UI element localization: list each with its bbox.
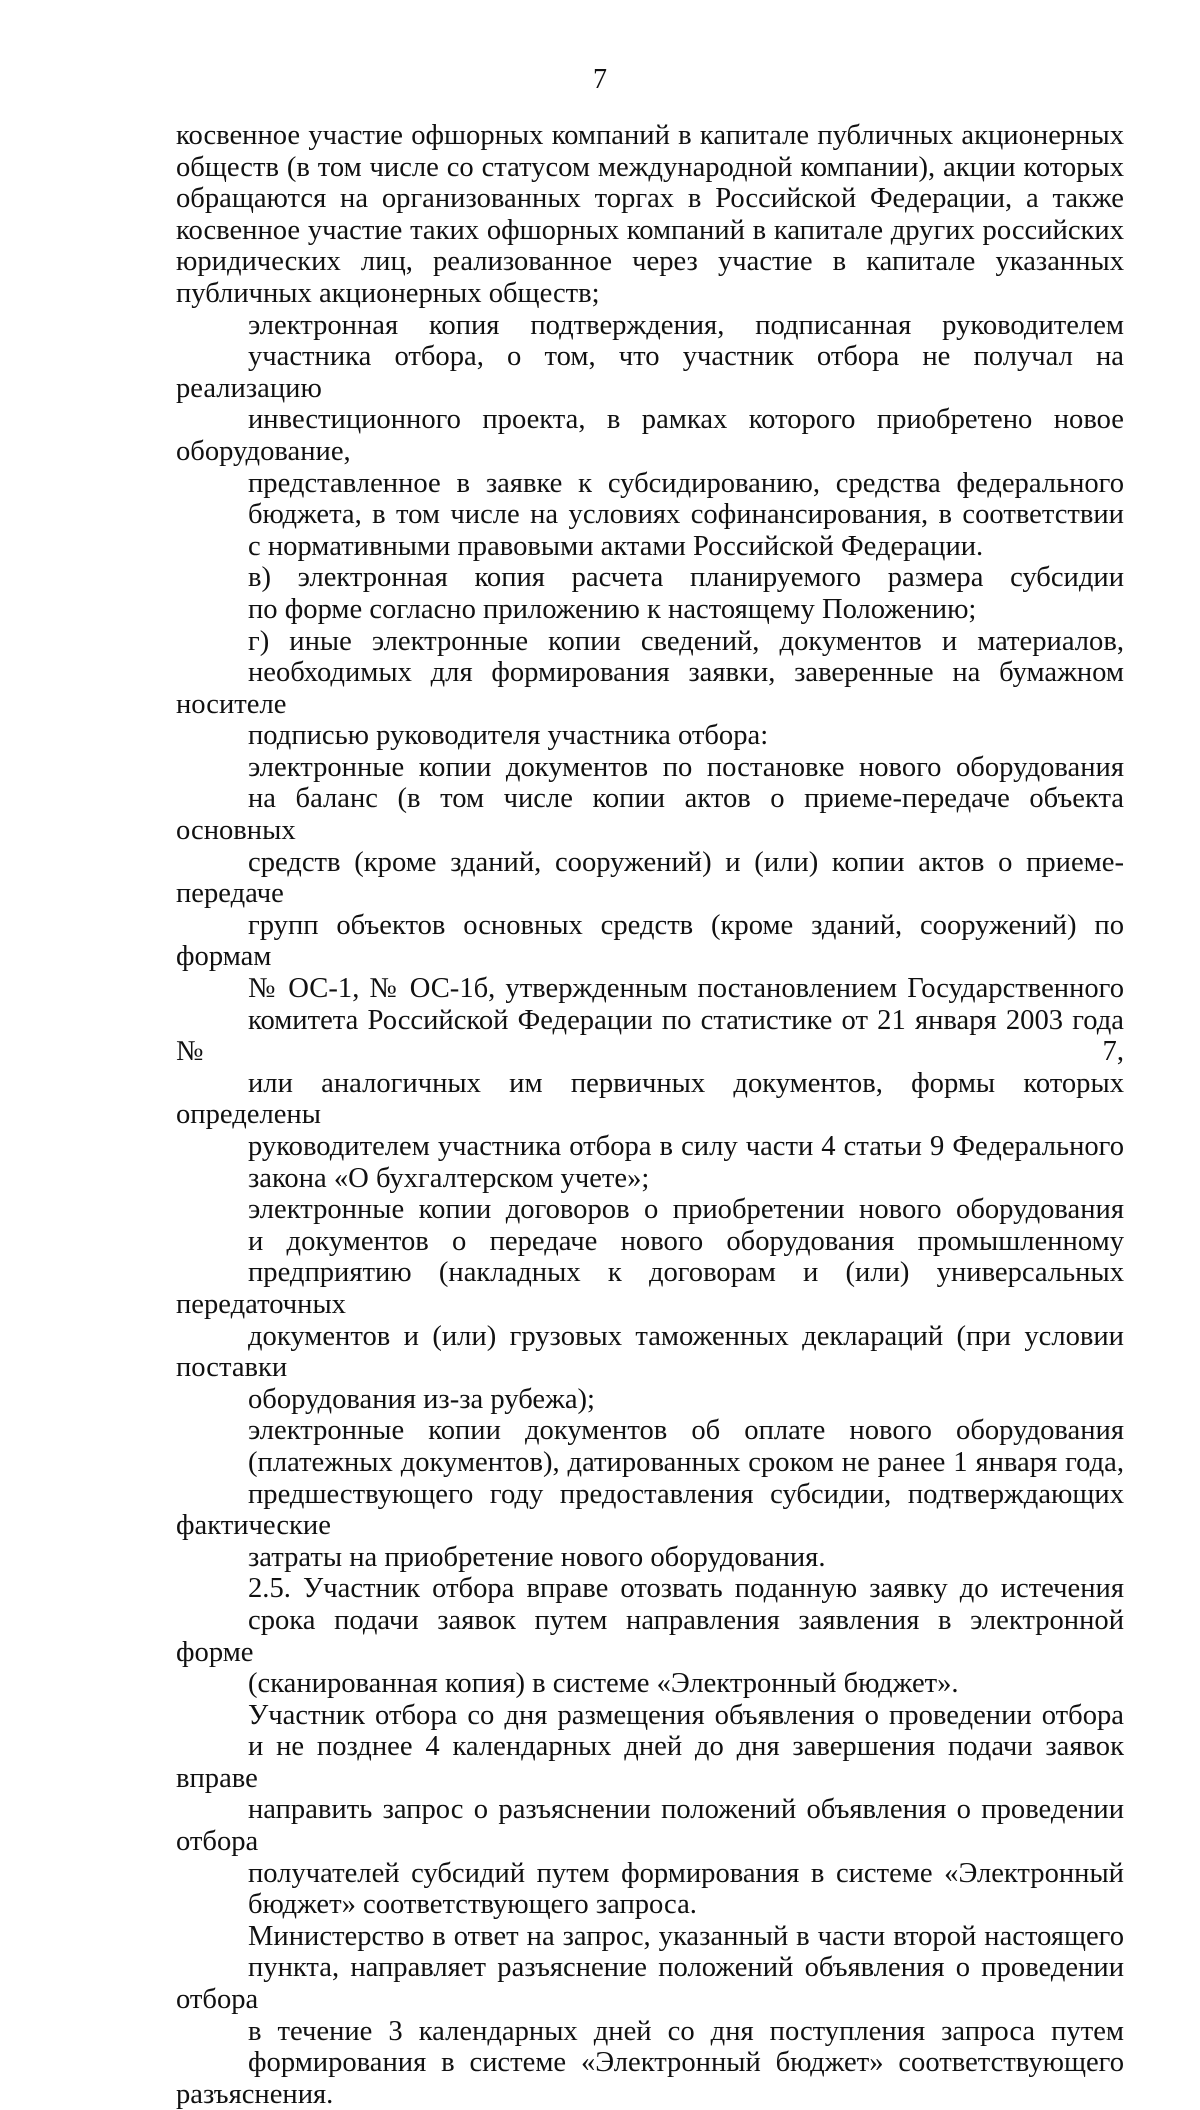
text-line: участника отбора, о том, что участник отбора не получал на реализацию bbox=[176, 341, 1124, 404]
text-line: электронная копия подтверждения, подписанная руководителем bbox=[248, 309, 1124, 341]
text-line: или аналогичных им первичных документов, формы которых определены bbox=[176, 1067, 1124, 1131]
text-line: косвенное участие таких офшорных компаний в капитале других российских bbox=[176, 214, 1124, 246]
text-line: средств (кроме зданий, сооружений) и (или) копии актов о приеме-передаче bbox=[176, 846, 1124, 910]
text-line: № ОС-1, № ОС-1б, утвержденным постановлением Государственного bbox=[248, 973, 1124, 1005]
text-line: пункта, направляет разъяснение положений объявления о проведении отбора bbox=[176, 1952, 1124, 2016]
text-line: публичных акционерных обществ; bbox=[176, 277, 600, 309]
text-line: закона «О бухгалтерском учете»; bbox=[248, 1162, 650, 1194]
text-line: комитета Российской Федерации по статистике от 21 января 2003 года № 7, bbox=[176, 1004, 1124, 1068]
paragraph bbox=[176, 626, 1124, 752]
document-body bbox=[176, 120, 1124, 2110]
text-line: формирования в системе «Электронный бюджет» соответствующего разъяснения. bbox=[176, 2047, 1124, 2110]
paragraph bbox=[176, 1700, 1124, 1921]
paragraph bbox=[176, 1194, 1124, 1415]
text-line: 2.5. Участник отбора вправе отозвать поданную заявку до истечения bbox=[248, 1573, 1124, 1605]
text-line: оборудования из-за рубежа); bbox=[248, 1383, 595, 1415]
text-line: электронные копии документов об оплате нового оборудования bbox=[248, 1415, 1124, 1447]
text-line: электронные копии договоров о приобретении нового оборудования bbox=[248, 1194, 1124, 1226]
text-line: обращаются на организованных торгах в Российской Федерации, а также bbox=[176, 183, 1124, 215]
paragraph bbox=[176, 752, 1124, 1194]
text-line: затраты на приобретение нового оборудования. bbox=[248, 1541, 826, 1573]
text-line: в течение 3 календарных дней со дня поступления запроса путем bbox=[248, 2015, 1124, 2047]
text-line: обществ (в том числе со статусом международной компании), акции которых bbox=[176, 151, 1124, 183]
text-line: инвестиционного проекта, в рамках которого приобретено новое оборудование, bbox=[176, 404, 1124, 467]
text-line: бюджет» соответствующего запроса. bbox=[248, 1889, 697, 1921]
text-line: (сканированная копия) в системе «Электронный бюджет». bbox=[248, 1668, 959, 1700]
paragraph bbox=[176, 1415, 1124, 1573]
text-line: г) иные электронные копии сведений, документов и материалов, bbox=[248, 625, 1124, 657]
text-line: и не позднее 4 календарных дней до дня завершения подачи заявок вправе bbox=[176, 1731, 1124, 1794]
text-line: получателей субсидий путем формирования в системе «Электронный bbox=[248, 1857, 1124, 1889]
paragraph bbox=[176, 310, 1124, 563]
text-line: срока подачи заявок путем направления заявления в электронной форме bbox=[176, 1604, 1124, 1668]
text-line: документов и (или) грузовых таможенных деклараций (при условии поставки bbox=[176, 1320, 1124, 1384]
text-line: по форме согласно приложению к настоящему Положению; bbox=[248, 593, 977, 625]
text-line: юридических лиц, реализованное через участие в капитале указанных bbox=[176, 246, 1124, 278]
text-line: косвенное участие офшорных компаний в капитале публичных акционерных bbox=[176, 120, 1124, 151]
paragraph bbox=[176, 120, 1124, 310]
paragraph bbox=[176, 1921, 1124, 2110]
text-line: Министерство в ответ на запрос, указанный в части второй настоящего bbox=[248, 1920, 1124, 1952]
text-line: и документов о передаче нового оборудования промышленному bbox=[248, 1225, 1124, 1257]
page-number: 7 bbox=[593, 64, 607, 95]
text-line: представленное в заявке к субсидированию, средства федерального bbox=[248, 467, 1124, 499]
text-line: предприятию (накладных к договорам и (или) универсальных передаточных bbox=[176, 1257, 1124, 1320]
text-line: предшествующего году предоставления субсидии, подтверждающих фактические bbox=[176, 1478, 1124, 1542]
text-line: в) электронная копия расчета планируемого размера субсидии bbox=[248, 562, 1124, 594]
text-line: руководителем участника отбора в силу части 4 статьи 9 Федерального bbox=[248, 1131, 1124, 1162]
text-line: направить запрос о разъяснении положений объявления о проведении отбора bbox=[176, 1794, 1124, 1858]
text-line: электронные копии документов по постановке нового оборудования bbox=[248, 751, 1124, 783]
text-line: бюджета, в том числе на условиях софинансирования, в соответствии bbox=[248, 499, 1124, 531]
text-line: Участник отбора со дня размещения объявления о проведении отбора bbox=[248, 1699, 1124, 1731]
text-line: (платежных документов), датированных сроком не ранее 1 января года, bbox=[248, 1446, 1124, 1478]
text-line: необходимых для формирования заявки, заверенные на бумажном носителе bbox=[176, 657, 1124, 720]
text-line: подписью руководителя участника отбора: bbox=[248, 720, 769, 752]
paragraph bbox=[176, 1573, 1124, 1699]
text-line: на баланс (в том числе копии актов о приеме-передаче объекта основных bbox=[176, 783, 1124, 847]
text-line: групп объектов основных средств (кроме зданий, сооружений) по формам bbox=[176, 909, 1124, 973]
paragraph bbox=[176, 562, 1124, 625]
text-line: с нормативными правовыми актами Российской Федерации. bbox=[248, 530, 984, 562]
